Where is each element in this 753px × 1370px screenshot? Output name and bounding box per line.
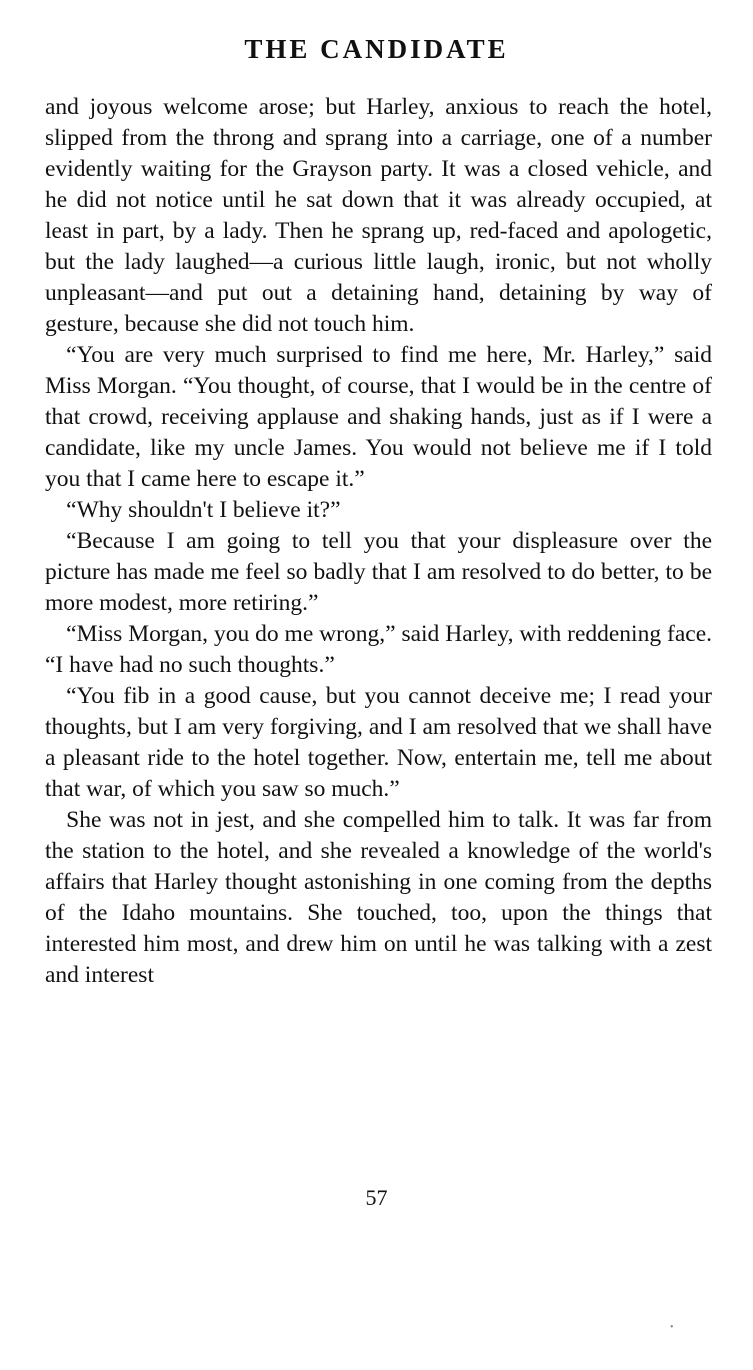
paragraph-2: “You are very much surprised to find me here, Mr. Harley,” said Miss Morgan. “You thought, of course, that I would be in the centre of that crowd, receiving applause and shaking hands, just as if I were a candidate, like my uncle James. You would not believe me if I told you that I came here to escape it.” [45, 342, 712, 492]
page-number: 57 [365, 1185, 388, 1210]
paragraph-7: She was not in jest, and she compelled him to talk. It was far from the station to the hotel, and she revealed a knowledge of the world's affairs that Harley thought astonishing in one coming from the depths of the Idaho mountains. She touched, too, upon the things that interested him most, and drew him on until he was talking with a zest and interest [45, 807, 712, 988]
paragraph-3: “Why shouldn't I believe it?” [66, 497, 341, 523]
paragraph-4: “Because I am going to tell you that your displeasure over the picture has made me feel so badly that I am resolved to do better, to be more modest, more retiring.” [45, 528, 712, 616]
paragraph-6: “You fib in a good cause, but you cannot deceive me; I read your thoughts, but I am very forgiving, and I am resolved that we shall have a pleasant ride to the hotel together. Now, entertain me, tell me about that war, of which you saw so much.” [45, 683, 712, 802]
paragraph-1: and joyous welcome arose; but Harley, anxious to reach the hotel, slipped from the throng and sprang into a carriage, one of a number evidently waiting for the Grayson party. It was a closed vehicle, and he did not notice until he sat down that it was already occupied, at least in part, by a lady. Then he sprang up, red-faced and apologetic, but the lady laughed—a curious little laugh, ironic, but not wholly unpleasant—and put out a detaining hand, detaining by way of gesture, because she did not touch him. [45, 94, 712, 337]
scan-speck: • [670, 1322, 674, 1333]
paragraph-5: “Miss Morgan, you do me wrong,” said Harley, with reddening face. “I have had no such thoughts.” [45, 621, 712, 678]
running-title: THE CANDIDATE [244, 34, 509, 64]
body-text [45, 92, 712, 991]
